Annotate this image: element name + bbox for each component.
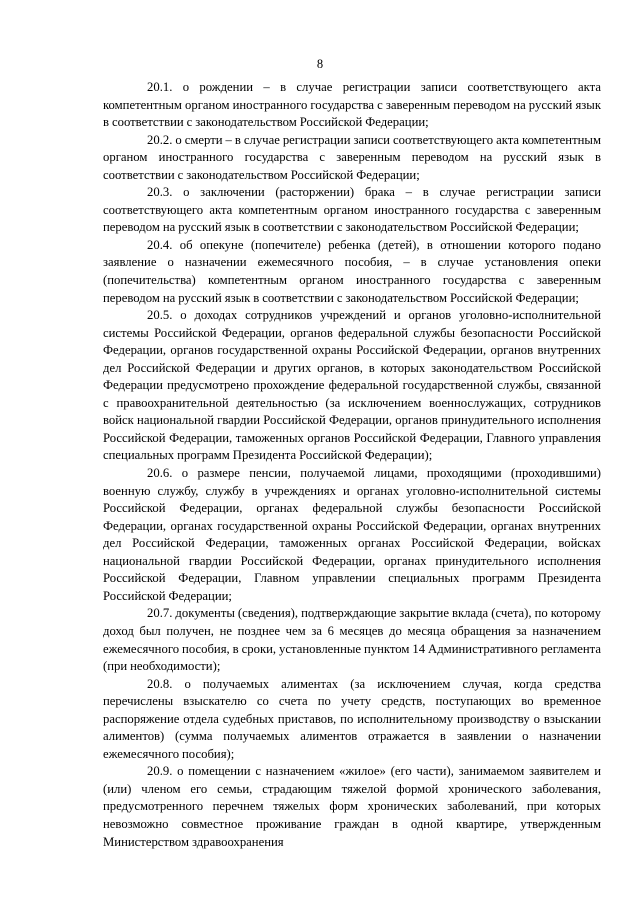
- clause-20-4: 20.4. об опекуне (попечителе) ребенка (детей), в отношении которого подано заявление о назначении ежемесячного пособия, – в случае установления опеки (попечительства) компетентным органом иностранного государства с заверенным переводом на русский язык в соответствии с законодательством Российской Федерации;: [103, 237, 601, 305]
- clause-20-6: 20.6. о размере пенсии, получаемой лицами, проходящими (проходившими) военную службу, службу в учреждениях и органах уголовно-исполнительной системы Российской Федерации, органах федеральной службы безопасности Российской Федерации, органах государственной охраны Российской Федерации, органах внутренних дел Российской Федерации, таможенных органах Российской Федерации, войсках национальной гвардии Российской Федерации, органах принудительного исполнения Российской Федерации, Главном управлении специальных программ Президента Российской Федерации;: [103, 466, 601, 603]
- clause-20-2: 20.2. о смерти – в случае регистрации записи соответствующего акта компетентным органом иностранного государства с заверенным переводом на русский язык в соответствии с законодательством Российской Федерации;: [103, 132, 601, 182]
- document-body: [103, 79, 601, 851]
- page-number: 8: [316, 57, 324, 71]
- clause-20-5: 20.5. о доходах сотрудников учреждений и органов уголовно-исполнительной системы Российской Федерации, органов федеральной службы безопасности Российской Федерации, органов государственной охраны Российской Федерации, органов внутренних дел Российской Федерации и других органов, в которых законодательством Российской Федерации предусмотрено прохождение федеральной государственной службы, связанной с правоохранительной деятельностью (за исключением военнослужащих, сотрудников войск национальной гвардии Российской Федерации, органов принудительного исполнения Российской Федерации, таможенных органов Российской Федерации, Главного управления специальных программ Президента Российской Федерации);: [103, 308, 601, 463]
- clause-20-8: 20.8. о получаемых алиментах (за исключением случая, когда средства перечислены взыскателю со счета по учету средств, поступающих во временное распоряжение отдела судебных приставов, по исполнительному производству о взыскании алиментов) (сумма получаемых алиментов отражается в заявлении о назначении ежемесячного пособия);: [103, 676, 601, 761]
- clause-20-3: 20.3. о заключении (расторжении) брака – в случае регистрации записи соответствующего акта компетентным органом иностранного государства с заверенным переводом на русский язык в соответствии с законодательством Российской Федерации;: [103, 185, 601, 235]
- clause-20-7: 20.7. документы (сведения), подтверждающие закрытие вклада (счета), по которому доход был получен, не позднее чем за 6 месяцев до месяца обращения за назначением ежемесячного пособия, в сроки, установленные пунктом 14 Административного регламента (при необходимости);: [103, 606, 601, 674]
- clause-20-1: 20.1. о рождении – в случае регистрации записи соответствующего акта компетентным органом иностранного государства с заверенным переводом на русский язык в соответствии с законодательством Российской Федерации;: [103, 80, 601, 130]
- clause-20-9: 20.9. о помещении с назначением «жилое» (его части), занимаемом заявителем и (или) членом его семьи, страдающим тяжелой формой хронического заболевания, предусмотренного перечнем тяжелых форм хронических заболеваний, при которых невозможно совместное проживание граждан в одной квартире, утвержденным Министерством здравоохранения: [103, 764, 601, 849]
